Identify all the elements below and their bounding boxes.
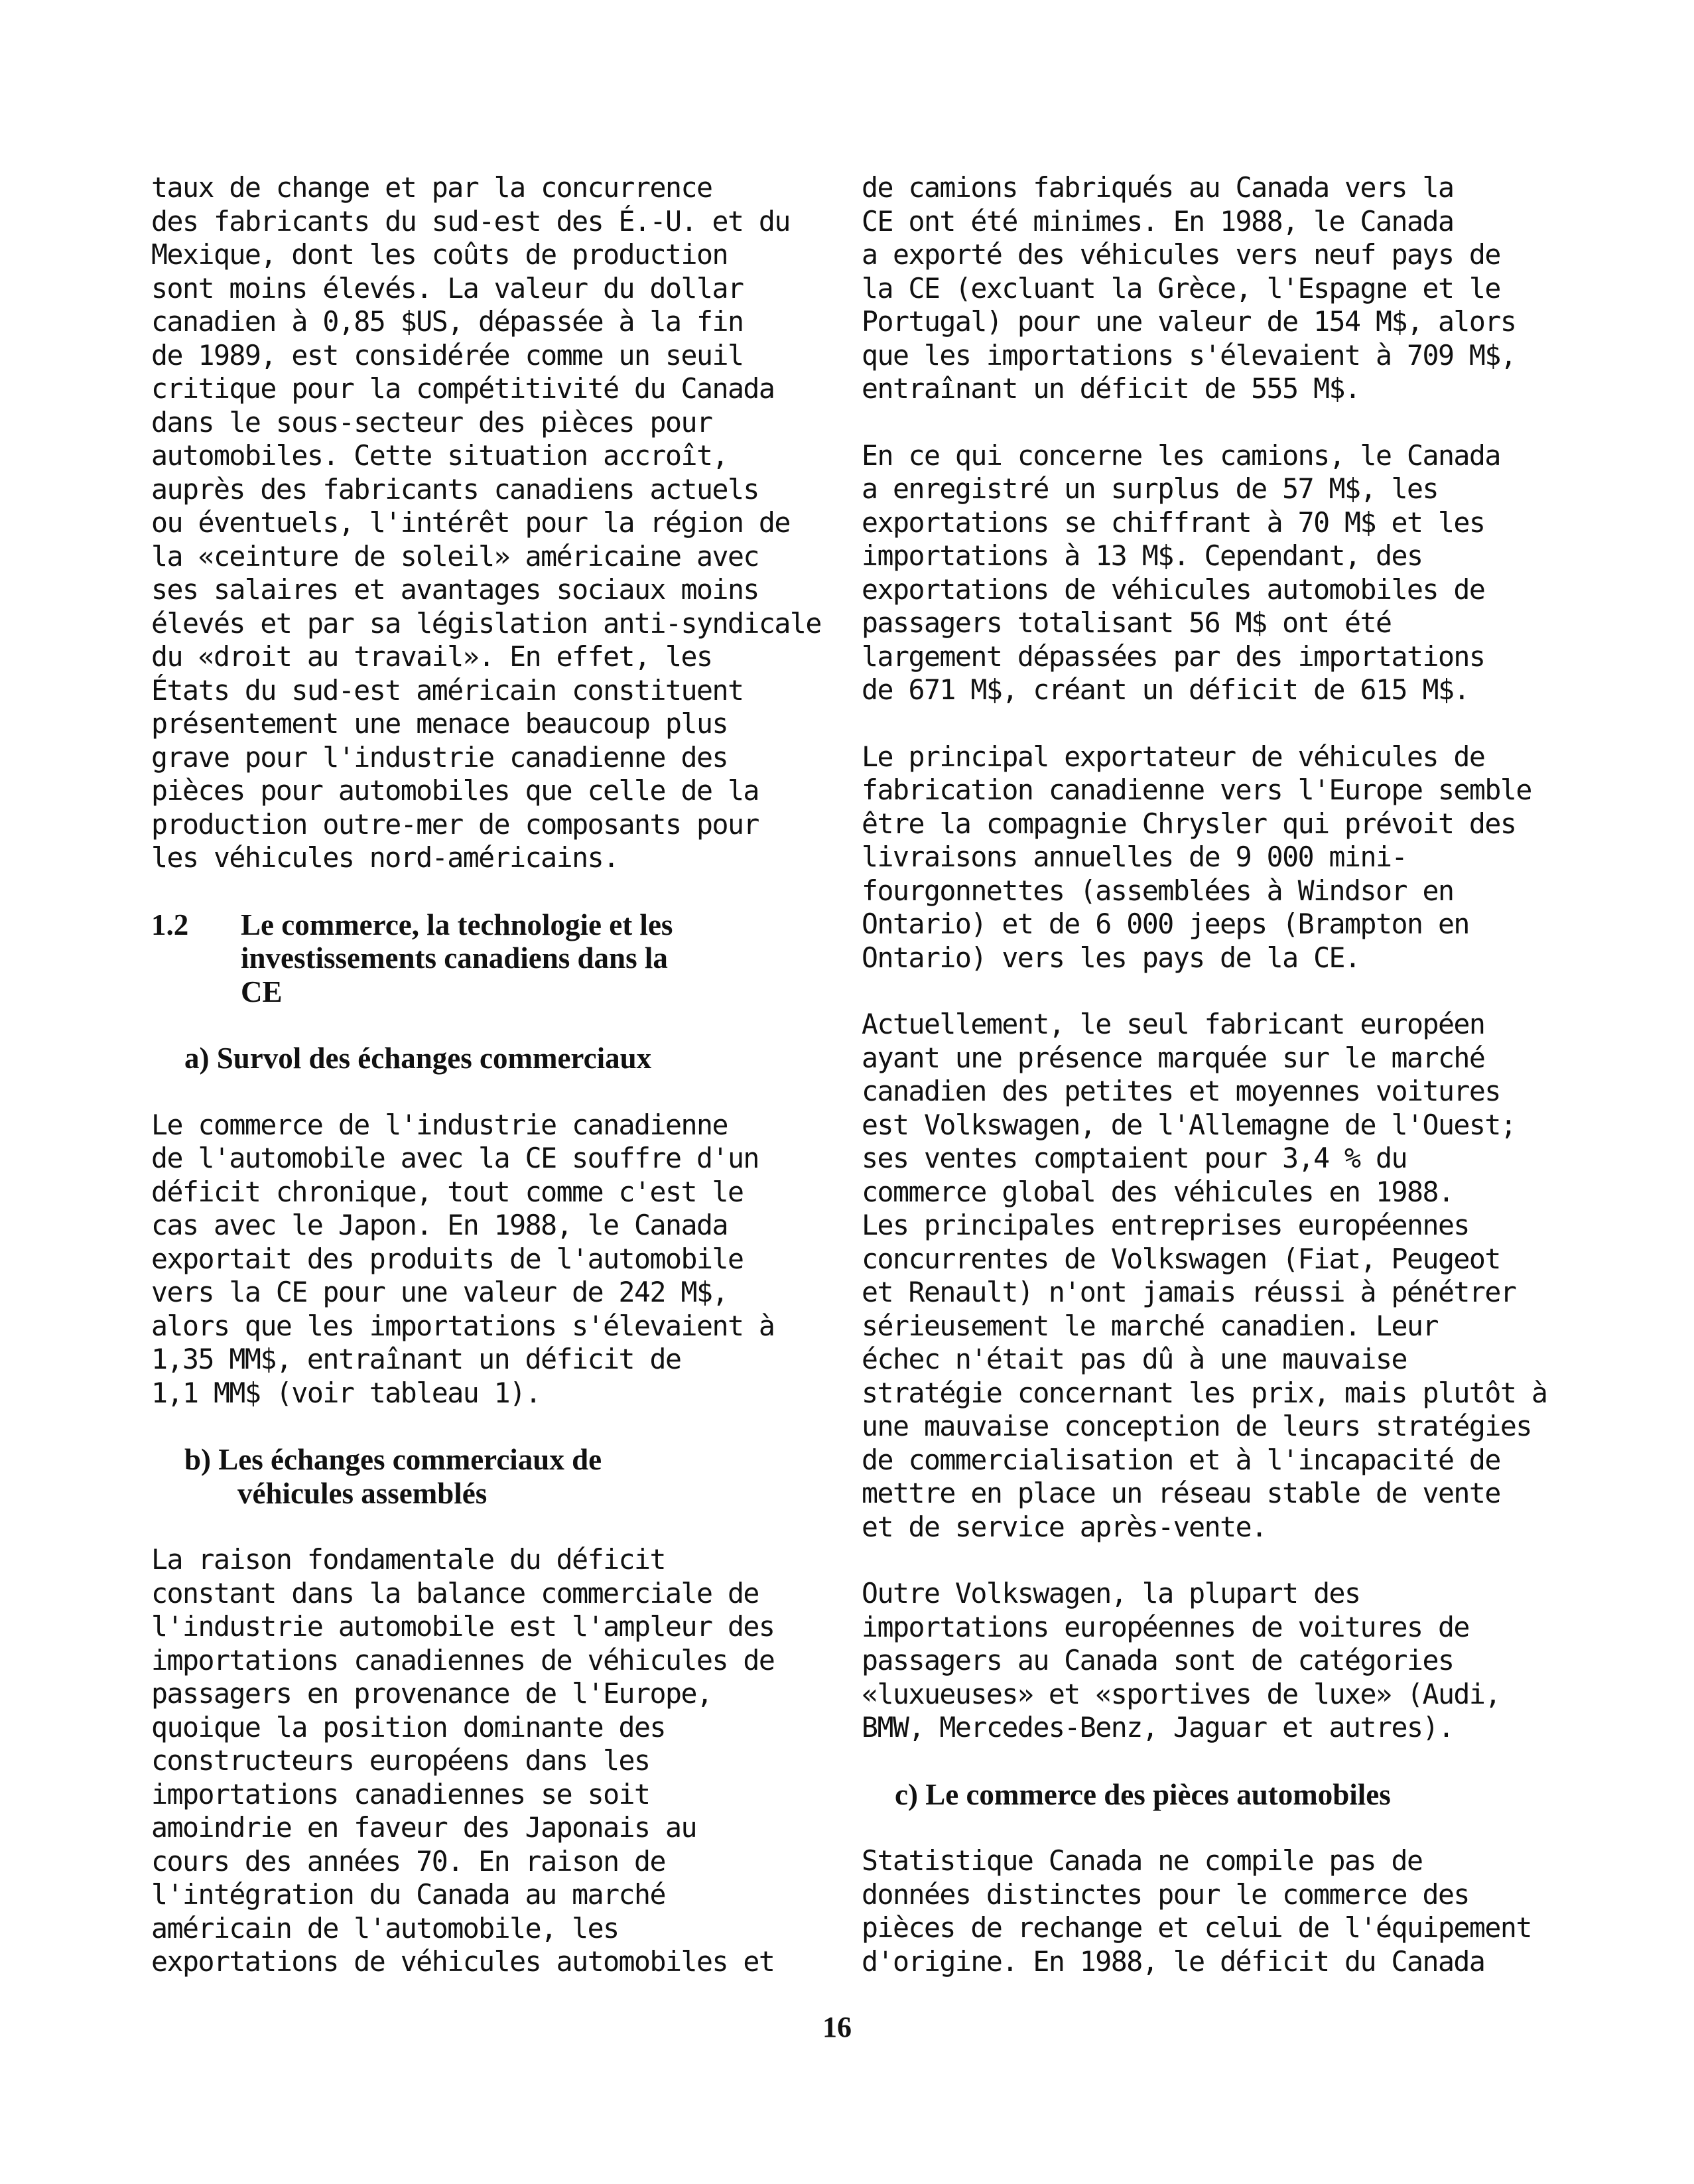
text-line: importations canadiennes se soit: [151, 1777, 650, 1810]
text-line: la CE (excluant la Grèce, l'Espagne et le: [862, 271, 1500, 305]
text-line: que les importations s'élevaient à 709 M$,: [862, 338, 1516, 372]
text-line: auprès des fabricants canadiens actuels: [151, 472, 759, 506]
text-line: livraisons annuelles de 9 000 mini-: [862, 841, 1407, 873]
paragraph: [862, 1008, 1551, 1544]
text-line: canadien des petites et moyennes voitures: [862, 1075, 1500, 1107]
text-line: fabrication canadienne vers l'Europe semble: [862, 774, 1531, 806]
text-line: échec n'était pas dû à une mauvaise: [862, 1343, 1407, 1375]
text-line: de 671 M$, créant un déficit de 615 M$.: [862, 673, 1469, 706]
paragraph: [862, 1577, 1551, 1745]
text-line: alors que les importations s'élevaient à: [151, 1309, 775, 1342]
paragraph: [151, 1543, 814, 1979]
text-line: élevés et par sa législation anti-syndicale: [151, 606, 821, 640]
text-line: Portugal) pour une valeur de 154 M$, alors: [862, 305, 1516, 338]
text-line: ayant une présence marquée sur le marché: [862, 1041, 1485, 1074]
paragraph: [862, 439, 1551, 707]
text-line: Mexique, dont les coûts de production: [151, 238, 728, 271]
text-line: automobiles. Cette situation accroît,: [151, 439, 728, 472]
text-line: de 1989, est considérée comme un seuil: [151, 338, 744, 372]
text-line: sérieusement le marché canadien. Leur: [862, 1309, 1438, 1342]
subsection-heading-b-line: b) Les échanges commerciaux de: [184, 1443, 602, 1476]
text-line: a enregistré un surplus de 57 M$, les: [862, 472, 1438, 505]
text-line: ou éventuels, l'intérêt pour la région de: [151, 506, 790, 539]
text-line: largement dépassées par des importations: [862, 640, 1485, 673]
text-line: ses salaires et avantages sociaux moins: [151, 573, 759, 606]
section-heading: [151, 908, 814, 1009]
text-line: Outre Volkswagen, la plupart des: [862, 1577, 1360, 1609]
text-line: exportations de véhicules automobiles de: [862, 573, 1485, 606]
text-line: présentement une menace beaucoup plus: [151, 707, 728, 740]
section-number: 1.2: [151, 908, 189, 941]
paragraph: [862, 171, 1551, 406]
text-line: américain de l'automobile, les: [151, 1911, 619, 1945]
text-line: production outre-mer de composants pour: [151, 807, 759, 841]
text-line: investissements canadiens dans la: [241, 941, 668, 975]
left-column: [151, 171, 821, 2012]
text-line: dans le sous-secteur des pièces pour: [151, 405, 712, 439]
subsection-heading-c: c) Le commerce des pièces automobiles: [895, 1777, 1391, 1811]
text-line: «luxueuses» et «sportives de luxe» (Audi,: [862, 1677, 1500, 1710]
text-line: concurrentes de Volkswagen (Fiat, Peugeot: [862, 1242, 1500, 1275]
text-line: et Renault) n'ont jamais réussi à pénétrer: [862, 1276, 1516, 1308]
page-number: 16: [822, 2011, 852, 2043]
text-line: stratégie concernant les prix, mais plutôt à: [862, 1376, 1547, 1409]
paragraph: [862, 1844, 1551, 1978]
text-line: et de service après-vente.: [862, 1510, 1267, 1543]
text-line: commerce global des véhicules en 1988.: [862, 1175, 1454, 1208]
subsection-heading-b: [151, 1443, 814, 1510]
text-line: exportait des produits de l'automobile: [151, 1242, 744, 1275]
text-line: la «ceinture de soleil» américaine avec: [151, 539, 759, 573]
text-line: fourgonnettes (assemblées à Windsor en: [862, 874, 1454, 907]
text-line: CE: [241, 975, 283, 1008]
text-line: taux de change et par la concurrence: [151, 171, 712, 204]
text-line: exportations se chiffrant à 70 M$ et les: [862, 506, 1485, 539]
text-line: Le principal exportateur de véhicules de: [862, 740, 1485, 773]
text-line: entraînant un déficit de 555 M$.: [862, 372, 1360, 405]
text-line: une mauvaise conception de leurs stratégies: [862, 1410, 1531, 1442]
text-line: du «droit au travail». En effet, les: [151, 640, 712, 673]
text-line: vers la CE pour une valeur de 242 M$,: [151, 1276, 728, 1308]
text-line: En ce qui concerne les camions, le Canada: [862, 439, 1500, 472]
text-line: exportations de véhicules automobiles et: [151, 1945, 775, 1978]
text-line: mettre en place un réseau stable de vente: [862, 1477, 1500, 1509]
text-line: CE ont été minimes. En 1988, le Canada: [862, 204, 1454, 238]
right-column: [862, 171, 1551, 2012]
text-line: les véhicules nord-américains.: [151, 841, 619, 874]
text-line: amoindrie en faveur des Japonais au: [151, 1811, 696, 1844]
text-line: BMW, Mercedes-Benz, Jaguar et autres).: [862, 1711, 1454, 1743]
text-line: Actuellement, le seul fabricant européen: [862, 1008, 1485, 1040]
text-line: 1,35 MM$, entraînant un déficit de: [151, 1343, 681, 1375]
text-line: Le commerce de l'industrie canadienne: [151, 1108, 728, 1141]
text-line: Les principales entreprises européennes: [862, 1209, 1469, 1241]
text-line: des fabricants du sud-est des É.-U. et du: [151, 204, 790, 238]
text-line: Ontario) et de 6 000 jeeps (Brampton en: [862, 908, 1469, 940]
text-line: de commercialisation et à l'incapacité de: [862, 1443, 1500, 1476]
text-line: de camions fabriqués au Canada vers la: [862, 171, 1454, 204]
text-line: importations canadiennes de véhicules de: [151, 1643, 775, 1676]
text-line: cours des années 70. En raison de: [151, 1844, 666, 1877]
text-line: Ontario) vers les pays de la CE.: [862, 941, 1360, 974]
text-line: importations européennes de voitures de: [862, 1610, 1469, 1643]
text-line: ses ventes comptaient pour 3,4 % du: [862, 1142, 1407, 1174]
text-line: constructeurs européens dans les: [151, 1744, 650, 1777]
text-line: passagers totalisant 56 M$ ont été: [862, 606, 1392, 639]
text-line: est Volkswagen, de l'Allemagne de l'Ouest;: [862, 1108, 1516, 1141]
text-line: importations à 13 M$. Cependant, des: [862, 539, 1423, 572]
text-line: 1,1 MM$ (voir tableau 1).: [151, 1376, 541, 1409]
text-line: constant dans la balance commerciale de: [151, 1576, 759, 1609]
text-line: La raison fondamentale du déficit: [151, 1543, 666, 1576]
text-line: données distinctes pour le commerce des: [862, 1877, 1469, 1911]
section-title: [241, 908, 673, 1009]
text-line: grave pour l'industrie canadienne des: [151, 740, 728, 774]
text-line: sont moins élevés. La valeur du dollar: [151, 271, 744, 305]
text-line: États du sud-est américain constituent: [151, 673, 744, 707]
text-line: de l'automobile avec la CE souffre d'un: [151, 1142, 759, 1174]
subsection-heading-b-line: véhicules assemblés: [237, 1476, 488, 1510]
paragraph: [151, 171, 821, 875]
subsection-heading-a: a) Survol des échanges commerciaux: [184, 1042, 652, 1075]
paragraph: [151, 1109, 814, 1410]
text-line: cas avec le Japon. En 1988, le Canada: [151, 1209, 728, 1241]
paragraph: [862, 740, 1551, 975]
text-line: critique pour la compétitivité du Canada: [151, 372, 775, 405]
text-line: passagers au Canada sont de catégories: [862, 1644, 1454, 1676]
text-line: d'origine. En 1988, le déficit du Canada: [862, 1945, 1485, 1978]
text-line: l'intégration du Canada au marché: [151, 1878, 666, 1911]
text-line: quoique la position dominante des: [151, 1710, 666, 1743]
text-line: Statistique Canada ne compile pas de: [862, 1844, 1423, 1877]
text-line: pièces pour automobiles que celle de la: [151, 774, 759, 807]
text-line: l'industrie automobile est l'ampleur des: [151, 1610, 775, 1643]
text-line: déficit chronique, tout comme c'est le: [151, 1175, 744, 1208]
text-line: canadien à 0,85 $US, dépassée à la fin: [151, 305, 744, 338]
text-line: passagers en provenance de l'Europe,: [151, 1677, 712, 1710]
text-line: a exporté des véhicules vers neuf pays de: [862, 238, 1500, 271]
text-line: Le commerce, la technologie et les: [241, 908, 673, 941]
text-line: pièces de rechange et celui de l'équipement: [862, 1911, 1531, 1944]
text-line: être la compagnie Chrysler qui prévoit des: [862, 807, 1516, 840]
